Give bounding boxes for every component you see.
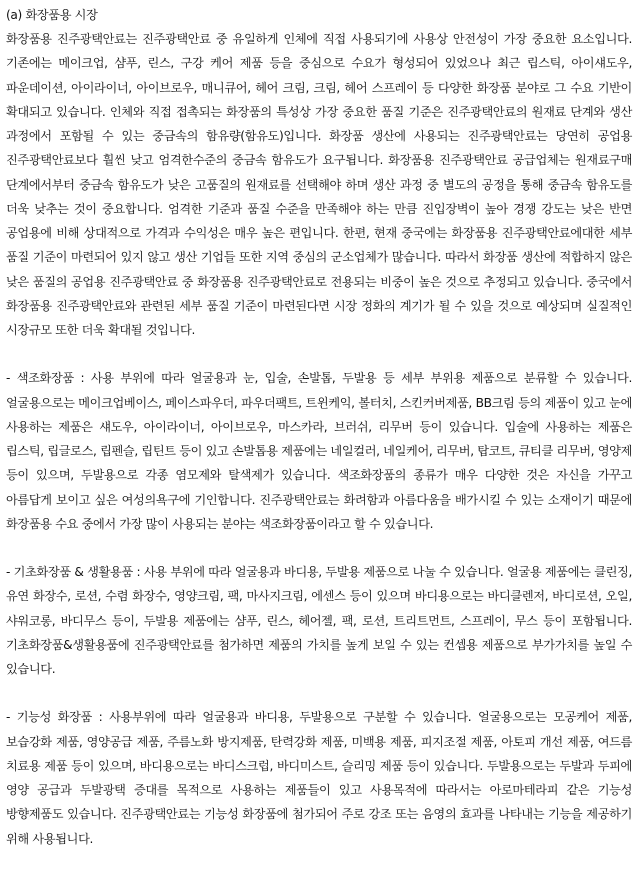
functional-cosmetics-paragraph: - 기능성 화장품 : 사용부위에 따라 얼굴용과 바디용, 두발용으로 구분할 수 있습니다. 얼굴용으로는 모공케어 제품, 보습강화 제품, 영양공급 제품, 주름노화 방지제품, 탄력강화 제품, 미백용 제품, 피지조절 제품, 아토피 개선 제품, 여드름 치료용 제품 등이 있으며, 바디용으로는 바디스크럽, 바디미스트, 슬리밍 제품 등이 있습니다. 두발용으로는 두발과 두피에 영양 공급과 두발광택 증대를 목적으로 사용하는 제품들이 있고 사용목적에 따라서는 아로마테라피 같은 기능성 방향제품도 있습니다. 진주광택안료는 기능성 화장품에 첨가되어 주로 강조 또는 음영의 효과를 나타내는 기능을 제공하기 위해 사용됩니다.: [6, 710, 632, 846]
color-cosmetics-paragraph: - 색조화장품 : 사용 부위에 따라 얼굴용과 눈, 입술, 손발톱, 두발용 등 세부 부위용 제품으로 분류할 수 있습니다. 얼굴용으로는 메이크업베이스, 페이스파우더, 파우더팩트, 트윈케익, 볼터치, 스킨커버제품, BB크림 등의 제품이 있고 눈에 사용하는 제품은 섀도우, 아이라이너, 아이브로우, 마스카라, 브러쉬, 리무버 등이 있습니다. 입술에 사용하는 제품은 립스틱, 립글로스, 립펜슬, 립틴트 등이 있고 손발톱용 제품에는 네일컬러, 네일케어, 리무버, 탑코트, 큐티클 리무버, 영양제 등이 있으며, 두발용으로 각종 염모제와 탈색제가 있습니다. 색조화장품의 종류가 매우 다양한 것은 자신을 가꾸고 아름답게 보이고 싶은 여성의욕구에 기인합니다. 진주광택안료는 화려함과 아름다움을 배가시킬 수 있는 소재이기 때문에 화장품용 수요 중에서 가장 많이 사용되는 분야는 색조화장품이라고 할 수 있습니다.: [6, 371, 632, 531]
paragraph-gap: [6, 681, 632, 705]
intro-paragraph: 화장품용 진주광택안료는 진주광택안료 중 유일하게 인체에 직접 사용되기에 사용상 안전성이 가장 중요한 요소입니다. 기존에는 메이크업, 샴푸, 린스, 구강 케어 제품 등을 중심으로 수요가 형성되어 있었으나 최근 립스틱, 아이섀도우, 파운데이션, 아이라이너, 아이브로우, 매니큐어, 헤어 크림, 크림, 헤어 스프레이 등 다양한 화장품 분야로 그 수요 기반이 확대되고 있습니다. 인체와 직접 접촉되는 화장품의 특성상 가장 중요한 품질 기준은 진주광택안료의 원재료 단계와 생산 과정에서 포함될 수 있는 중금속의 함유량(함유도)입니다. 화장품 생산에 사용되는 진주광택안료는 당연히 공업용 진주광택안료보다 훨씬 낮고 엄격한수준의 중금속 함유도가 요구됩니다. 화장품용 진주광택안료 공급업체는 원재료구매 단계에서부터 중금속 함유도가 낮은 고품질의 원재료를 선택해야 하며 생산 과정 중 별도의 공정을 통해 중금속 함유도를 더욱 낮추는 것이 중요합니다. 엄격한 기준과 품질 수준을 만족해야 하는 만큼 진입장벽이 높아 경쟁 강도는 낮은 반면 공업용에 비해 상대적으로 가격과 수익성은 매우 높은 편입니다. 한편, 현재 중국에는 화장품용 진주광택안료에대한 세부 품질 기준이 마련되어 있지 않고 생산 기업들 또한 지역 중심의 군소업체가 많습니다. 따라서 화장품 생산에 적합하지 않은 낮은 품질의 공업용 진주광택안료 중 화장품용 진주광택안료로 전용되는 비중이 높은 것으로 추정되고 있습니다. 중국에서 화장품용 진주광택안료와 관련된 세부 품질 기준이 마련된다면 시장 정화의 계기가 될 수 있을 것으로 예상되며 실질적인 시장규모 또한 더욱 확대될 것입니다.: [6, 32, 632, 337]
basic-living-paragraph: - 기초화장품 & 생활용품 : 사용 부위에 따라 얼굴용과 바디용, 두발용 제품으로 나눌 수 있습니다. 얼굴용 제품에는 클린징, 유연 화장수, 로션, 수렴 화장수, 영양크림, 팩, 마사지크림, 에센스 등이 있으며 바디용으로는 바디클렌저, 바디로션, 오일, 샤워코롱, 바디무스 등이, 두발용 제품에는 샴푸, 린스, 헤어젤, 팩, 로션, 트리트먼트, 스프레이, 무스 등이 포함됩니다. 기초화장품&생활용품에 진주광택안료를 첨가하면 제품의 가치를 높게 보일 수 있는 컨셉용 제품으로 부가가치를 높일 수 있습니다.: [6, 565, 632, 676]
paragraph-gap: [6, 536, 632, 560]
paragraph-gap: [6, 342, 632, 366]
section-title: (a) 화장품용 시장: [6, 8, 98, 22]
